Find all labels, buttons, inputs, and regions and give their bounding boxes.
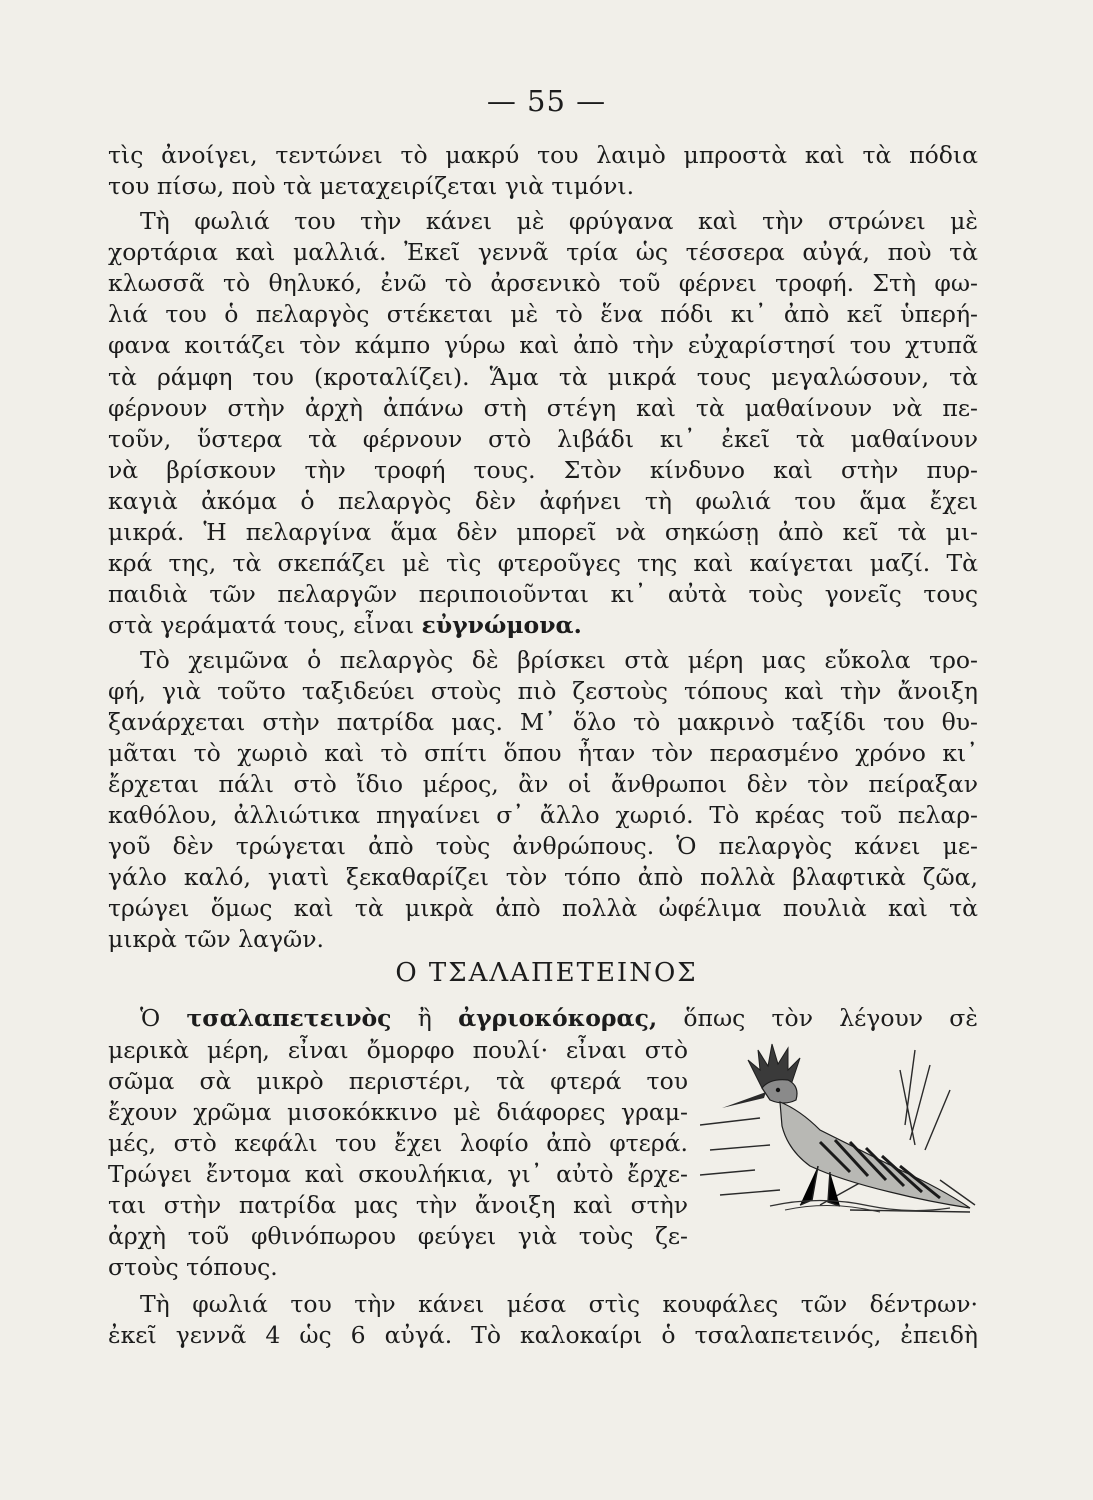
text-line: τοῦν, ὕστερα τὰ φέρνουν στὸ λιβάδι κι᾽ ἐκεῖ τὰ μαθαίνουν <box>108 425 978 453</box>
text-line <box>108 610 582 640</box>
text-run: Ὁ <box>140 1004 161 1032</box>
text-run: ἢ <box>417 1004 432 1032</box>
text-line <box>140 1003 978 1033</box>
text-line: του πίσω, ποὺ τὰ μεταχειρίζεται γιὰ τιμόνι. <box>108 172 635 200</box>
text-line: τὰ ράμφη του (κροταλίζει). Ἅμα τὰ μικρά τους μεγαλώσουν, τὰ <box>108 363 978 391</box>
text-line: ἀρχὴ τοῦ φθινόπωρου φεύγει γιὰ τοὺς ζε- <box>108 1222 688 1250</box>
text-line: μές, στὸ κεφάλι του ἔχει λοφίο ἀπὸ φτερά. <box>108 1129 688 1157</box>
text-line: παιδιὰ τῶν πελαργῶν περιποιοῦνται κι᾽ αὐτὰ τοὺς γονεῖς τους <box>108 580 978 608</box>
section-heading: Ο ΤΣΑΛΑΠΕΤΕΙΝΟΣ <box>395 958 698 988</box>
text-line: γάλο καλό, γιατὶ ξεκαθαρίζει τὸν τόπο ἀπὸ πολλὰ βλαφτικὰ ζῶα, <box>108 863 978 891</box>
text-line: χορτάρια καὶ μαλλιά. Ἐκεῖ γεννᾶ τρία ὡς τέσσερα αὐγά, ποὺ τὰ <box>108 238 978 266</box>
text-line: λιά του ὁ πελαργὸς στέκεται μὲ τὸ ἕνα πόδι κι᾽ ἀπὸ κεῖ ὑπερή- <box>108 300 978 328</box>
text-line: Τρώγει ἔντομα καὶ σκουλήκια, γι᾽ αὐτὸ ἔρχε- <box>108 1160 688 1188</box>
text-line: νὰ βρίσκουν τὴν τροφή τους. Στὸν κίνδυνο καὶ στὴν πυρ- <box>108 456 978 484</box>
bold-word: εὐγνώμονα. <box>421 611 582 639</box>
text-line: μᾶται τὸ χωριὸ καὶ τὸ σπίτι ὅπου ἦταν τὸν περασμένο χρόνο κι᾽ <box>108 739 978 767</box>
text-line: κρά της, τὰ σκεπάζει μὲ τὶς φτεροῦγες της καὶ καίγεται μαζί. Τὰ <box>108 549 978 577</box>
text-line: σῶμα σὰ μικρὸ περιστέρι, τὰ φτερά του <box>108 1067 688 1095</box>
text-line: τὶς ἀνοίγει, τεντώνει τὸ μακρύ του λαιμὸ μπροστὰ καὶ τὰ πόδια <box>108 141 978 169</box>
text-line: φέρνουν στὴν ἀρχὴ ἀπάνω στὴ στέγη καὶ τὰ μαθαίνουν νὰ πε- <box>108 394 978 422</box>
text-run: στὰ γεράματά τους, εἶναι <box>108 611 415 639</box>
text-line: Τὴ φωλιά του τὴν κάνει μέσα στὶς κουφάλες τῶν δέντρων· <box>140 1290 978 1318</box>
text-line: ἔρχεται πάλι στὸ ἴδιο μέρος, ἂν οἱ ἄνθρωποι δὲν τὸν πείραξαν <box>108 770 978 798</box>
text-line: μικρά. Ἡ πελαργίνα ἅμα δὲν μπορεῖ νὰ σηκώσῃ ἀπὸ κεῖ τὰ μι- <box>108 518 978 546</box>
text-line: Τὸ χειμῶνα ὁ πελαργὸς δὲ βρίσκει στὰ μέρη μας εὔκολα τρο- <box>140 646 978 674</box>
text-line: καγιὰ ἀκόμα ὁ πελαργὸς δὲν ἀφήνει τὴ φωλιά του ἅμα ἔχει <box>108 487 978 515</box>
text-line: γοῦ δὲν τρώγεται ἀπὸ τοὺς ἀνθρώπους. Ὁ πελαργὸς κάνει με- <box>108 832 978 860</box>
text-line: Τὴ φωλιά του τὴν κάνει μὲ φρύγανα καὶ τὴν στρώνει μὲ <box>140 207 978 235</box>
text-line: φή, γιὰ τοῦτο ταξιδεύει στοὺς πιὸ ζεστοὺς τόπους καὶ τὴν ἄνοιξη <box>108 677 978 705</box>
text-run: ὅπως τὸν λέγουν σὲ <box>683 1004 978 1032</box>
text-line: ξανάρχεται στὴν πατρίδα μας. Μ᾽ ὅλο τὸ μακρινὸ ταξίδι του θυ- <box>108 708 978 736</box>
bold-word: τσαλαπετεινὸς <box>186 1004 392 1032</box>
text-line: μικρὰ τῶν λαγῶν. <box>108 925 324 953</box>
page-number: — 55 — <box>486 84 607 118</box>
text-line: μερικὰ μέρη, εἶναι ὄμορφο πουλί· εἶναι στὸ <box>108 1036 688 1064</box>
text-line: κλωσσᾶ τὸ θηλυκό, ἐνῶ τὸ ἀρσενικὸ τοῦ φέρνει τροφή. Στὴ φω- <box>108 269 978 297</box>
text-line: τρώγει ὅμως καὶ τὰ μικρὰ ἀπὸ πολλὰ ὠφέλιμα πουλιὰ καὶ τὰ <box>108 894 978 922</box>
text-line: ἐκεῖ γεννᾶ 4 ὡς 6 αὐγά. Τὸ καλοκαίρι ὁ τσαλαπετεινός, ἐπειδὴ <box>108 1321 978 1349</box>
text-line: ται στὴν πατρίδα μας τὴν ἄνοιξη καὶ στὴν <box>108 1191 688 1219</box>
text-line: καθόλου, ἀλλιώτικα πηγαίνει σ᾽ ἄλλο χωριό. Τὸ κρέας τοῦ πελαρ- <box>108 801 978 829</box>
text-line: στοὺς τόπους. <box>108 1253 278 1281</box>
bold-word: ἀγριοκόκορας, <box>458 1004 658 1032</box>
hoopoe-illustration <box>700 1030 980 1220</box>
text-line: φανα κοιτάζει τὸν κάμπο γύρω καὶ ἀπὸ τὴν εὐχαρίστησί του χτυπᾶ <box>108 331 978 359</box>
text-line: ἔχουν χρῶμα μισοκόκκινο μὲ διάφορες γραμ- <box>108 1098 688 1126</box>
